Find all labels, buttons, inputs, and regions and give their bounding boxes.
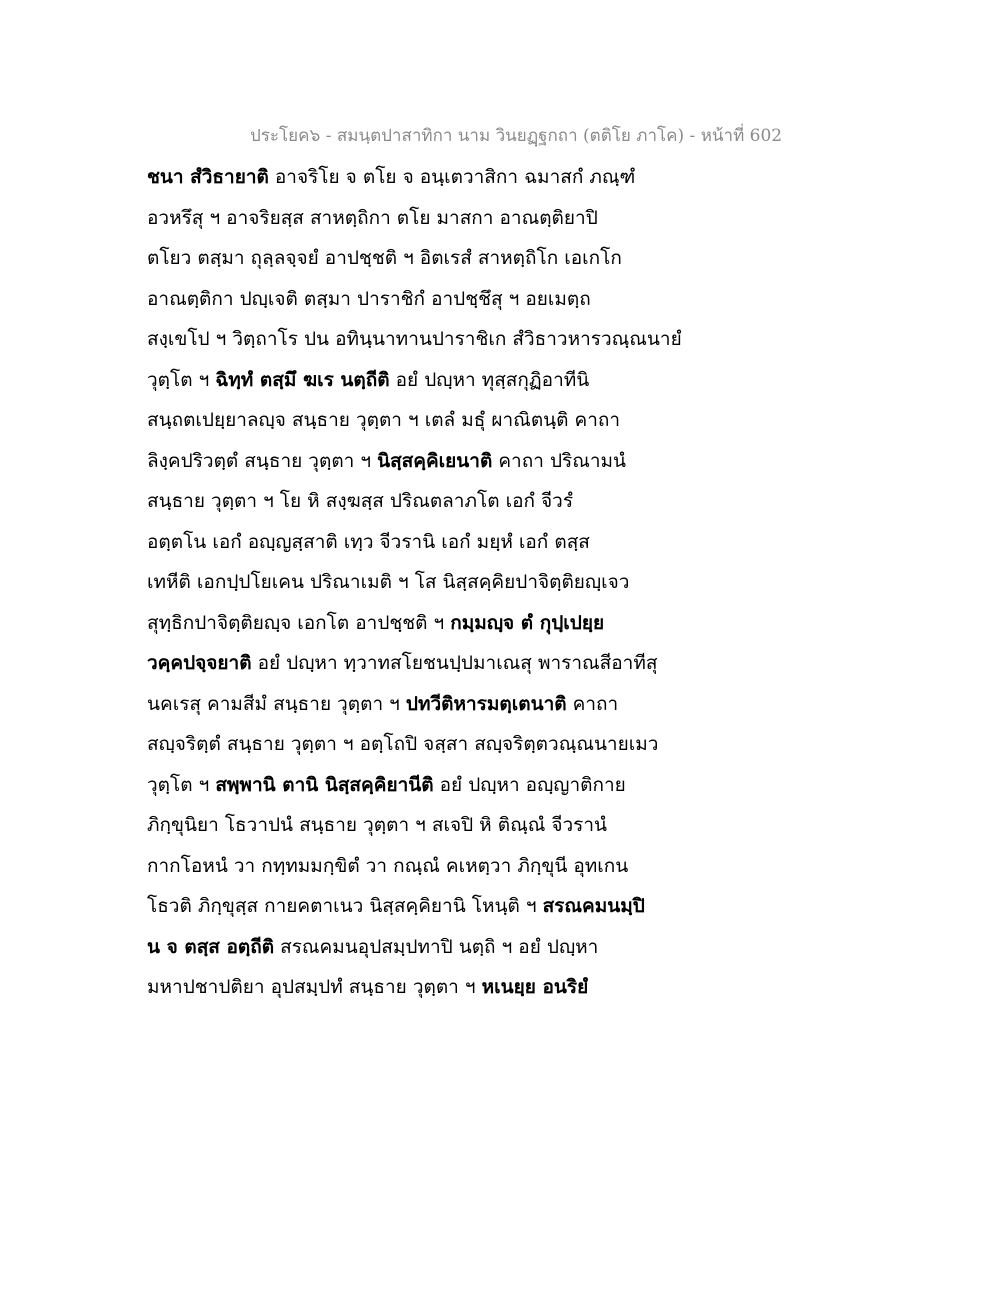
text-segment: นคเรสุ คามสีมํ สนฺธาย วุตฺตา ฯ	[147, 692, 406, 715]
text-line	[147, 724, 707, 765]
text-line	[147, 684, 707, 725]
text-segment: คาถา ปริณามนํ	[492, 449, 627, 472]
text-segment: โธวติ ภิกฺขุสฺส กายคตาเนว นิสฺสคฺคิยานิ โหนฺติ ฯ	[147, 895, 543, 917]
text-segment: คาถา	[566, 692, 619, 715]
text-segment: อาณตฺติกา ปญฺเจติ ตสฺมา ปาราชิกํ อาปชฺชึสุ ฯ อยเมตฺถ	[147, 287, 591, 310]
text-line	[147, 400, 707, 441]
text-segment: กากโอหนํ วา กทฺทมมกฺขิตํ วา กณฺณํ คเหตฺวา ภิกฺขุนี อุทเกน	[147, 854, 629, 877]
text-segment: อตฺตโน เอกํ อญฺญสฺสาติ เทฺว จีวรานิ เอกํ มยฺหํ เอกํ ตสฺส	[147, 530, 590, 553]
bold-term: วคฺคปจฺจยาติ	[147, 652, 252, 674]
text-segment: อาจริโย จ ตโย จ อนฺเตวาสิกา ฉมาสกํ ภณฺฑํ	[268, 166, 636, 188]
text-line	[147, 198, 707, 239]
text-segment: สงฺเขโป ฯ วิตฺถาโร ปน อทินฺนาทานปาราชิเก สํวิธาวหารวณฺณนายํ	[147, 328, 682, 350]
text-segment: สนฺธาย วุตฺตา ฯ โย หิ สงฺฆสฺส ปริณตลาภโต เอกํ จีวรํ	[147, 490, 574, 512]
body-text	[147, 157, 707, 1008]
text-line	[147, 805, 707, 846]
text-segment: วุตฺโต ฯ	[147, 368, 216, 391]
text-segment: อยํ ปญฺหา ทฺวาทสโยชนปฺปมาเณสุ พาราณสีอาทีสุ	[251, 652, 658, 674]
text-line	[147, 765, 707, 806]
text-line	[147, 886, 707, 927]
text-line	[147, 846, 707, 887]
bold-term: กมฺมญฺจ ตํ กุปฺเปยฺย	[450, 611, 605, 634]
bold-term: หเนยฺย อนริยํ	[481, 976, 589, 998]
bold-term: น จ ตสฺส อตฺถีติ	[147, 935, 275, 958]
bold-term: ฉิทฺทํ ตสฺมึ ฆเร นตฺถีติ	[215, 368, 390, 391]
text-line	[147, 562, 707, 603]
text-line	[147, 481, 707, 522]
text-segment: มหาปชาปติยา อุปสมฺปทํ สนฺธาย วุตฺตา ฯ	[147, 976, 482, 998]
text-segment: ตโยว ตสฺมา ถุลฺลจฺจยํ อาปชฺชติ ฯ อิตเรสํ สาหตฺถิโก เอเกโก	[147, 247, 622, 269]
text-segment: อยํ ปญฺหา ทุสฺสกุฏิอาทีนิ	[389, 368, 590, 391]
text-segment: สรณคมนอุปสมฺปทาปิ นตฺถิ ฯ อยํ ปญฺหา	[274, 935, 599, 958]
text-line	[147, 157, 707, 198]
text-line	[147, 319, 707, 360]
bold-term: สรณคมนมฺปิ	[542, 895, 645, 917]
text-line	[147, 643, 707, 684]
text-segment: เทหีติ เอกปฺปโยเคน ปริณาเมติ ฯ โส นิสฺสคฺคิยปาจิตฺติยญฺเจว	[147, 571, 630, 593]
text-line	[147, 927, 707, 968]
text-line	[147, 603, 707, 644]
text-segment: สนฺถตเปยฺยาลญฺจ สนฺธาย วุตฺตา ฯ เตลํ มธุํ ผาณิตนฺติ คาถา	[147, 409, 621, 431]
text-line	[147, 238, 707, 279]
text-line	[147, 360, 707, 401]
page-header: ประโยค๖ - สมนฺตปาสาทิกา นาม วินยฏฺฐกถา (ตติโย ภาโค) - หน้าที่ 602	[250, 126, 783, 146]
bold-term: ชนา สํวิธายาติ	[147, 166, 269, 188]
text-segment: สุทฺธิกปาจิตฺติยญฺจ เอกโต อาปชฺชติ ฯ	[147, 611, 451, 634]
text-line	[147, 522, 707, 563]
bold-term: สพฺพานิ ตานิ นิสฺสคฺคิยานีติ	[215, 773, 434, 796]
text-segment: ลิงฺคปริวตฺตํ สนฺธาย วุตฺตา ฯ	[147, 449, 378, 472]
bold-term: นิสฺสคฺคิเยนาติ	[377, 449, 493, 472]
text-segment: วุตฺโต ฯ	[147, 773, 216, 796]
text-line	[147, 967, 707, 1008]
text-segment: ภิกฺขุนิยา โธวาปนํ สนฺธาย วุตฺตา ฯ สเจปิ หิ ติณฺณํ จีวรานํ	[147, 814, 608, 836]
text-segment: สญฺจริตฺตํ สนฺธาย วุตฺตา ฯ อตฺโถปิ จสฺสา สญฺจริตฺตวณฺณนายเมว	[147, 733, 659, 755]
text-line	[147, 279, 707, 320]
bold-term: ปทวีติหารมตฺเตนาติ	[405, 692, 567, 715]
text-segment: อวหรึสุ ฯ อาจริยสฺส สาหตฺถิกา ตโย มาสกา อาณตฺติยาปิ	[147, 206, 598, 229]
text-line	[147, 441, 707, 482]
text-segment: อยํ ปญฺหา อญฺญาติกาย	[433, 773, 626, 796]
